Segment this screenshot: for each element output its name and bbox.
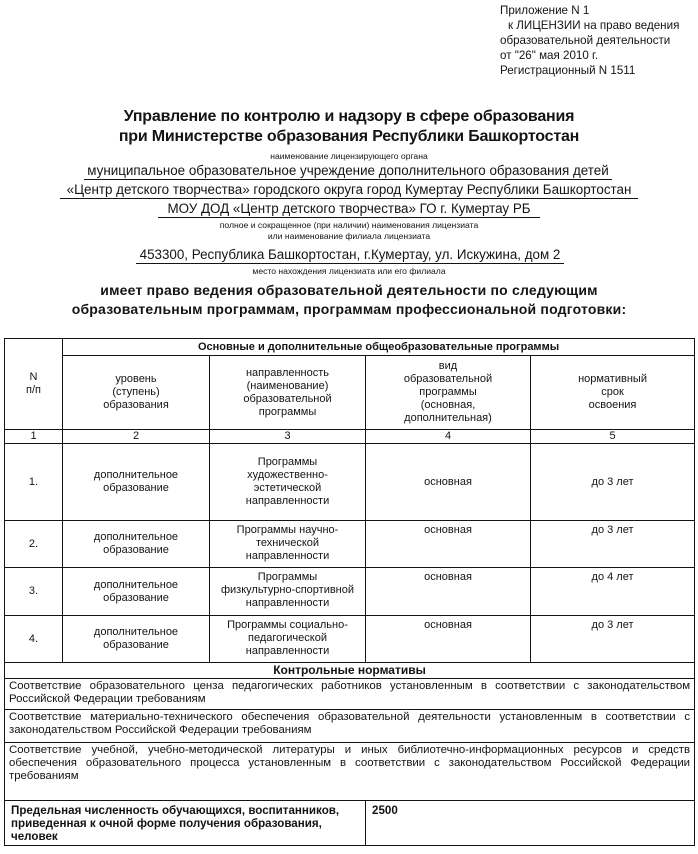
appendix-date: от "26" мая 2010 г.	[500, 49, 599, 62]
row-term: до 4 лет	[531, 568, 695, 616]
column-number-5: 5	[531, 430, 695, 444]
licensee-caption-2: или наименование филиала лицензиата	[267, 231, 431, 241]
row-number: 1.	[5, 444, 63, 521]
authority-line-1: Управление по контролю и надзору в сфере образования	[123, 108, 575, 125]
row-number: 4.	[5, 616, 63, 663]
authority-caption: наименование лицензирующего органа	[270, 151, 428, 161]
appendix-title: Приложение N 1	[500, 4, 590, 17]
column-number-3: 3	[210, 430, 366, 444]
header-term: нормативный срок освоения	[531, 356, 695, 430]
licensing-authority	[0, 107, 698, 147]
header-number: N п/п	[5, 339, 63, 430]
row-kind: основная	[366, 444, 531, 521]
licensee-short-name: МОУ ДОД «Центр детского творчества» ГО г. Кумертау РБ	[158, 200, 540, 218]
row-kind: основная	[366, 616, 531, 663]
control-norm-item: Соответствие образовательного ценза педагогических работников установленным в соответствии с законодательством Российской Федерации требованиям	[5, 679, 695, 710]
table-row	[5, 521, 695, 568]
programs-table	[4, 338, 695, 846]
column-number-1: 1	[5, 430, 63, 444]
column-number-2: 2	[63, 430, 210, 444]
appendix-registration-number: Регистрационный N 1511	[500, 64, 636, 77]
control-norm-item: Соответствие учебной, учебно-методической литературы и иных библиотечно-информационных ресурсов и средств обеспечения образовательного процесса установленным в соответствии с законодательством Российской Федерации требованиям	[5, 743, 695, 801]
authority-line-2: при Министерстве образования Республики Башкортостан	[118, 128, 580, 145]
row-direction: Программы научно- технической направленности	[210, 521, 366, 568]
header-program-group: Основные и дополнительные общеобразовательные программы	[63, 339, 695, 356]
row-level: дополнительное образование	[63, 616, 210, 663]
licensee-address: 453300, Республика Башкортостан, г.Кумертау, ул. Искужина, дом 2	[136, 246, 564, 264]
licensee-full-name-line-1: муниципальное образовательное учреждение дополнительного образования детей	[84, 162, 612, 180]
appendix-license-line: к ЛИЦЕНЗИИ на право ведения	[508, 19, 680, 32]
row-direction: Программы физкультурно-спортивной направленности	[210, 568, 366, 616]
row-kind: основная	[366, 521, 531, 568]
enrollment-limit-value: 2500	[366, 801, 695, 846]
row-term: до 3 лет	[531, 444, 695, 521]
rights-line-1: имеет право ведения образовательной деятельности по следующим	[100, 282, 598, 298]
control-norm-item: Соответствие материально-технического обеспечения образовательной деятельности установленным в соответствии с законодательством Российской Федерации требованиям	[5, 710, 695, 743]
enrollment-limit-label: Предельная численность обучающихся, воспитанников, приведенная к очной форме получения образования, человек	[5, 801, 366, 846]
row-number: 3.	[5, 568, 63, 616]
header-level: уровень (ступень) образования	[63, 356, 210, 430]
rights-statement	[0, 281, 698, 319]
row-term: до 3 лет	[531, 521, 695, 568]
row-level: дополнительное образование	[63, 568, 210, 616]
address-caption: место нахождения лицензиата или его филиала	[252, 266, 446, 276]
row-level: дополнительное образование	[63, 521, 210, 568]
licensee-caption-1: полное и сокращенное (при наличии) наименования лицензиата	[219, 220, 479, 230]
row-level: дополнительное образование	[63, 444, 210, 521]
column-number-4: 4	[366, 430, 531, 444]
appendix-block	[500, 3, 696, 78]
licensee-full-name-line-2: «Центр детского творчества» городского округа город Кумертау Республики Башкортостан	[60, 181, 638, 199]
header-kind: вид образовательной программы (основная, дополнительная)	[366, 356, 531, 430]
rights-line-2: образовательным программам, программам профессиональной подготовки:	[71, 301, 627, 317]
control-norms-header: Контрольные нормативы	[5, 663, 695, 679]
appendix-activity-line: образовательной деятельности	[500, 34, 671, 47]
row-kind: основная	[366, 568, 531, 616]
header-direction: направленность (наименование) образовательной программы	[210, 356, 366, 430]
table-row	[5, 616, 695, 663]
row-direction: Программы художественно- эстетической направленности	[210, 444, 366, 521]
table-row	[5, 444, 695, 521]
row-term: до 3 лет	[531, 616, 695, 663]
row-number: 2.	[5, 521, 63, 568]
row-direction: Программы социально- педагогической направленности	[210, 616, 366, 663]
table-row	[5, 568, 695, 616]
